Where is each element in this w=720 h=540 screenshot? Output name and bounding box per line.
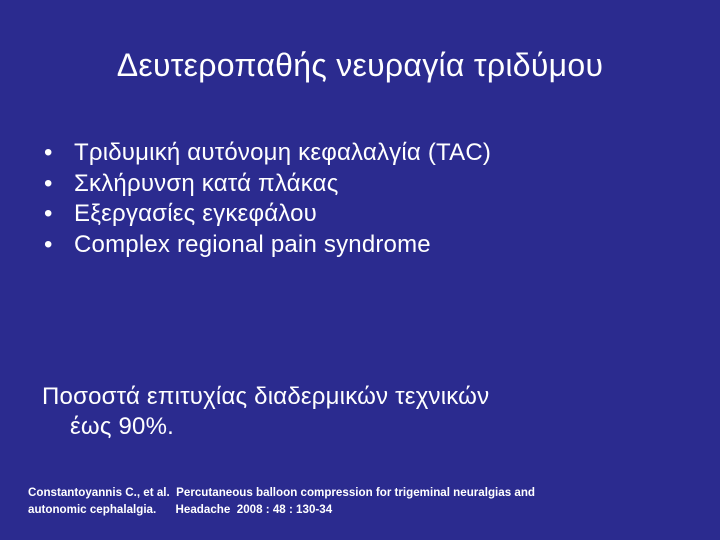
bullet-icon: • (44, 200, 53, 227)
reference-citation (28, 485, 535, 518)
reference-line-1: Constantoyannis C., et al. Percutaneous balloon compression for trigeminal neuralgias and (28, 486, 536, 499)
bullet-text: Τριδυμική αυτόνομη κεφαλαλγία (TAC) (74, 139, 492, 166)
bullet-text: Σκλήρυνση κατά πλάκας (74, 169, 339, 197)
bullet-icon: • (44, 230, 53, 258)
bullet-text: Εξεργασίες εγκεφάλου (74, 200, 318, 227)
slide-title: Δευτεροπαθής νευραγία τριδύμου (116, 47, 604, 83)
bullet-text: Complex regional pain syndrome (74, 230, 431, 258)
list-item (44, 230, 491, 261)
bullet-list (44, 138, 491, 260)
bullet-icon: • (44, 139, 53, 166)
list-item (44, 138, 491, 169)
note-line-1: Ποσοστά επιτυχίας διαδερμικών τεχνικών (42, 383, 490, 410)
note-line-2: έως 90%. (70, 413, 174, 440)
list-item (44, 169, 491, 200)
bullet-icon: • (44, 169, 53, 197)
success-rate-note (42, 382, 682, 442)
reference-line-2: autonomic cephalalgia. Headache 2008 : 48 : 130-34 (28, 502, 333, 516)
list-item (44, 199, 491, 230)
